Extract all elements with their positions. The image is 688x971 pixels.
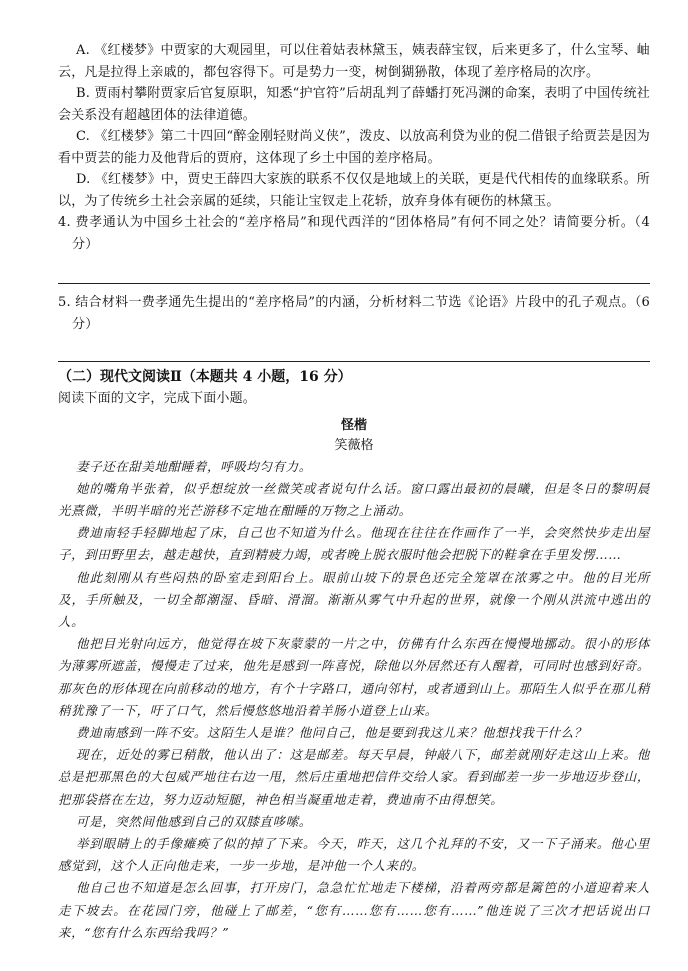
question-5: 5. 结合材料一费孝通先生提出的“差序格局”的内涵，分析材料二节选《论语》片段中的孔子观点。（6分）: [58, 295, 650, 332]
story-paragraph: 她的嘴角半张着，似乎想绽放一丝微笑或者说句什么话。窗口露出最初的晨曦，但是冬日的黎明晨光熹微，半明半暗的光芒游移不定地在酣睡的万物之上涌动。: [58, 480, 650, 518]
option-c: C. 《红楼梦》第二十四回“醉金刚轻财尚义侠”，泼皮、以放高利贷为业的倪二借银子给贾芸是因为看中贾芸的能力及他背后的贾府，这体现了乡土中国的差序格局。: [58, 129, 650, 166]
story-paragraph: 他自己也不知道是怎么回事，打开房门，急急忙忙地走下楼梯，沿着两旁都是篱笆的小道迎着来人走下坡去。在花园门旁，他碰上了邮差，“您有……您有……您有……”他连说了三次才把话说出口来，“您有什么东西给我吗？”: [58, 880, 650, 940]
story-paragraph: 妻子还在甜美地酣睡着，呼吸均匀有力。: [76, 458, 312, 474]
story-paragraph: 费迪南感到一阵不安。这陌生人是谁？他问自己，他是要到我这儿来？他想找我干什么？: [76, 724, 587, 740]
option-a: A. 《红楼梦》中贾家的大观园里，可以住着姑表林黛玉，姨表薛宝钗，后来更多了，什么宝琴、岫云，凡是拉得上亲戚的，都包容得下。可是势力一变，树倒猢狲散，体现了差序格局的次序。: [58, 43, 650, 80]
section-heading: （二）现代文阅读Ⅱ（本题共 4 小题，16 分）: [58, 369, 352, 385]
story-paragraph: 费迪南轻手轻脚地起了床，自己也不知道为什么。他现在往往在作画作了一半，会突然快步走出屋子，到田野里去，越走越快，直到精疲力竭，或者晚上脱衣服时他会把脱下的鞋拿在手里发愣……: [58, 525, 650, 563]
divider-rule: [58, 283, 650, 284]
story-paragraph: 举到眼睛上的手像瘫痪了似的掉了下来。今天，昨天，这几个礼拜的不安，又一下子涌来。他心里感觉到，这个人正向他走来，一步一步地，是冲他一个人来的。: [58, 835, 650, 874]
option-d: D. 《红楼梦》中，贾史王薛四大家族的联系不仅仅是地域上的关联，更是代代相传的血缘联系。所以，为了传统乡土社会亲属的延续，只能让宝钗走上花轿，放弃身体有硬伤的林黛玉。: [58, 172, 650, 209]
option-b: B. 贾雨村攀附贾家后官复原职，知悉“护官符”后胡乱判了薛蟠打死冯渊的命案，表明了中国传统社会关系没有超越团体的法律道德。: [58, 86, 650, 123]
exam-page: [58, 40, 650, 944]
section-instruction: 阅读下面的文字，完成下面小题。: [58, 391, 257, 406]
answer-space-5: [58, 335, 650, 353]
story-paragraph: 他把目光射向远方，他觉得在坡下灰蒙蒙的一片之中，仿佛有什么东西在慢慢地挪动。很小的形体为薄雾所遮盖，慢慢走了过来，他先是感到一阵喜悦，除他以外居然还有人醒着，可同时也感到好奇。那灰色的形体现在向前移动的地方，有个十字路口，通向邻村，或者通到山上。那陌生人似乎在那儿稍稍犹豫了一下，吁了口气，然后慢悠悠地沿着羊肠小道登上山来。: [58, 636, 650, 718]
divider-rule-2: [58, 361, 650, 362]
answer-space-4: [58, 255, 650, 275]
story-author: 笑薇格: [334, 437, 374, 453]
story-paragraph: 现在，近处的雾已稍散，他认出了：这是邮差。每天早晨，钟敲八下，邮差就刚好走这山上来。他总是把那黑色的大包威严地往右边一甩，然后庄重地把信件交给人家。看到邮差一步一步地迈步登山，把那袋搭在左边，努力迈动短腿，神色相当凝重地走着，费迪南不由得想笑。: [58, 747, 650, 807]
story-body: [58, 456, 650, 944]
question-4: 4. 费孝通认为中国乡土社会的“差序格局”和现代西洋的“团体格局”有何不同之处？请简要分析。（4分）: [58, 215, 650, 252]
story-paragraph: 他此刻刚从有些闷热的卧室走到阳台上。眼前山坡下的景色还完全笼罩在浓雾之中。他的目光所及，手所触及，一切全都潮湿、昏暗、滑溜。渐渐从雾气中升起的世界，就像一个刚从洪流中逃出的人。: [58, 569, 650, 629]
story-title: 怪楷: [340, 417, 367, 433]
story-paragraph: 可是，突然间他感到自己的双膝直哆嗦。: [76, 813, 312, 829]
